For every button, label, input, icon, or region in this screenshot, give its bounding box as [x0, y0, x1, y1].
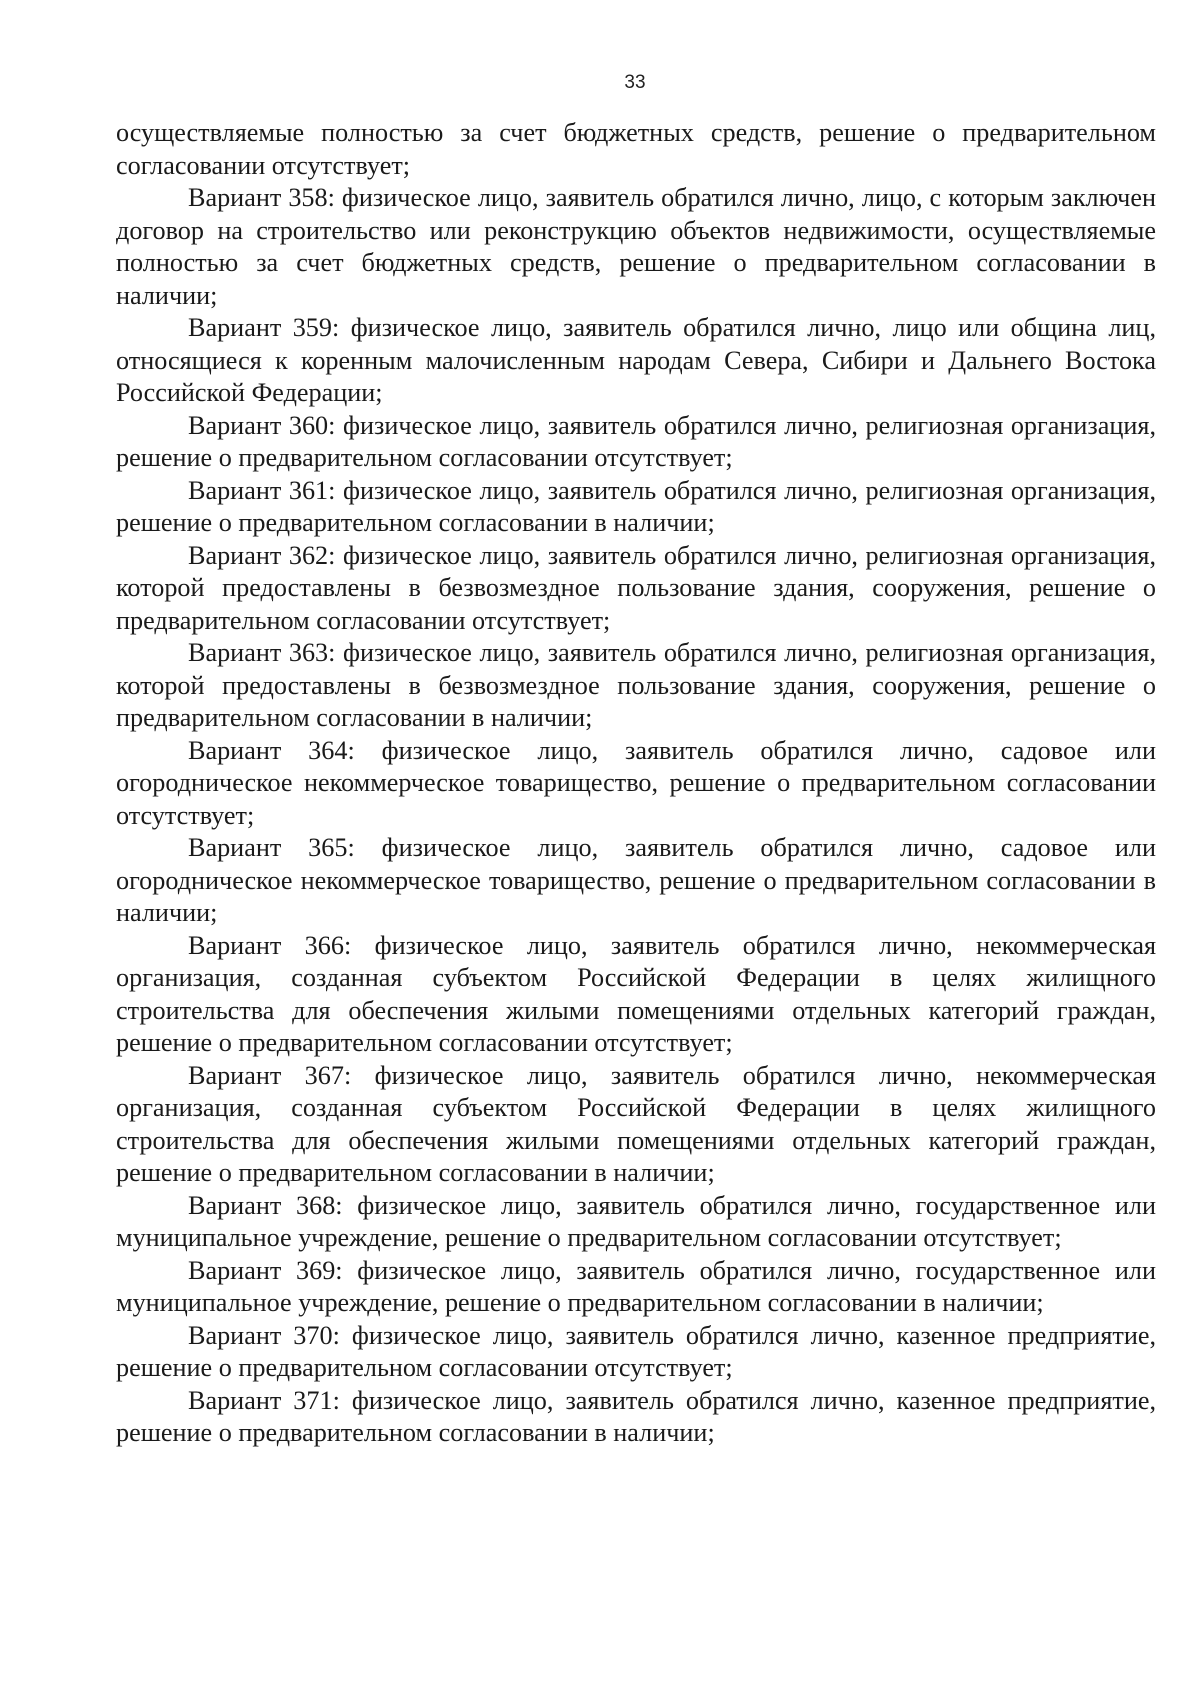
paragraph-variant-367: Вариант 367: физическое лицо, заявитель обратился лично, некоммерческая организация, созданная субъектом Российской Федерации в целях жилищного строительства для обеспечения жилыми помещениями отдельных категорий граждан, решение о предварительном согласовании в наличии; — [116, 1060, 1156, 1187]
paragraph-variant-368: Вариант 368: физическое лицо, заявитель обратился лично, государственное или муниципальное учреждение, решение о предварительном согласовании отсутствует; — [116, 1190, 1156, 1252]
paragraph-variant-366: Вариант 366: физическое лицо, заявитель обратился лично, некоммерческая организация, созданная субъектом Российской Федерации в целях жилищного строительства для обеспечения жилыми помещениями отдельных категорий граждан, решение о предварительном согласовании отсутствует; — [116, 930, 1156, 1057]
paragraph-variant-362: Вариант 362: физическое лицо, заявитель обратился лично, религиозная организация, которой предоставлены в безвозмездное пользование здания, сооружения, решение о предварительном согласовании отсутствует; — [116, 540, 1156, 635]
page-number: 33 — [624, 72, 646, 93]
paragraph-variant-364: Вариант 364: физическое лицо, заявитель обратился лично, садовое или огородническое некоммерческое товарищество, решение о предварительном согласовании отсутствует; — [116, 735, 1156, 830]
paragraph-continuation: осуществляемые полностью за счет бюджетных средств, решение о предварительном согласовании отсутствует; — [116, 118, 1156, 180]
paragraph-variant-363: Вариант 363: физическое лицо, заявитель обратился лично, религиозная организация, которой предоставлены в безвозмездное пользование здания, сооружения, решение о предварительном согласовании в наличии; — [116, 638, 1156, 732]
paragraph-variant-361: Вариант 361: физическое лицо, заявитель обратился лично, религиозная организация, решение о предварительном согласовании в наличии; — [116, 475, 1156, 537]
paragraph-variant-365: Вариант 365: физическое лицо, заявитель обратился лично, садовое или огородническое некоммерческое товарищество, решение о предварительном согласовании в наличии; — [116, 833, 1156, 927]
paragraph-variant-371: Вариант 371: физическое лицо, заявитель обратился лично, казенное предприятие, решение о предварительном согласовании в наличии; — [116, 1385, 1156, 1447]
paragraph-variant-370: Вариант 370: физическое лицо, заявитель обратился лично, казенное предприятие, решение о предварительном согласовании отсутствует; — [116, 1320, 1156, 1382]
paragraph-variant-358: Вариант 358: физическое лицо, заявитель обратился лично, лицо, с которым заключен договор на строительство или реконструкцию объектов недвижимости, осуществляемые полностью за счет бюджетных средств, решение о предварительном согласовании в наличии; — [116, 183, 1156, 310]
paragraph-variant-369: Вариант 369: физическое лицо, заявитель обратился лично, государственное или муниципальное учреждение, решение о предварительном согласовании в наличии; — [116, 1255, 1156, 1317]
paragraph-variant-360: Вариант 360: физическое лицо, заявитель обратился лично, религиозная организация, решение о предварительном согласовании отсутствует; — [116, 410, 1156, 472]
paragraph-variant-359: Вариант 359: физическое лицо, заявитель обратился лично, лицо или община лиц, относящиеся к коренным малочисленным народам Севера, Сибири и Дальнего Востока Российской Федерации; — [116, 313, 1156, 407]
document-body — [116, 117, 1156, 1450]
